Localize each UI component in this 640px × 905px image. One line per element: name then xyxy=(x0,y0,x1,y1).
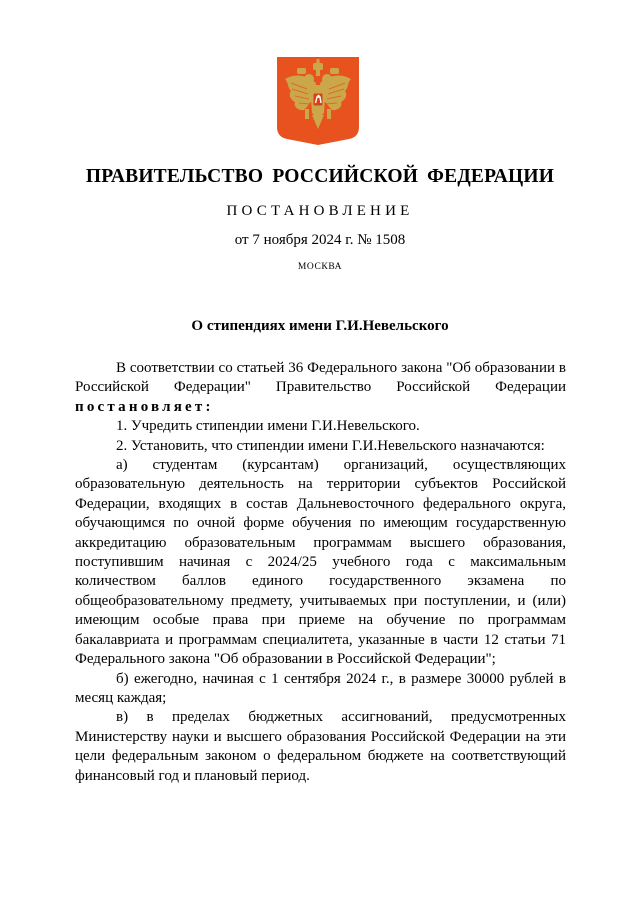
clause-2: 2. Установить, что стипендии имени Г.И.Невельского назначаются: xyxy=(116,437,545,454)
preamble-text: В соответствии со статьей 36 Федерального закона "Об образовании в Российской Федерации" Правительство Российской Федерации xyxy=(75,360,566,396)
clause-1: 1. Учредить стипендии имени Г.И.Невельского. xyxy=(116,418,420,435)
clause-2a: а) студентам (курсантам) организаций, осуществляющих образовательную деятельность на территории субъектов Российской Федерации, входящих в состав Дальневосточного федерального округа, обучающимся по очной форме обучения по имеющим государственную аккредитацию образовательным программам высшего образования, поступившим начиная с 2024/25 учебного года с максимальным количеством баллов единого государственного экзамена по общеобразовательному предмету, учитываемых при поступлении, и (или) имеющим особые права при приеме на обучение по программам бакалавриата и программам специалитета, указанные в части 12 статьи 71 Федерального закона "Об образовании в Российской Федерации"; xyxy=(75,457,566,668)
document-date-number: от 7 ноября 2024 г. № 1508 xyxy=(234,232,406,248)
decrees-word: постановляет: xyxy=(75,398,214,415)
preamble-paragraph xyxy=(75,359,566,417)
government-title: ПРАВИТЕЛЬСТВО РОССИЙСКОЙ ФЕДЕРАЦИИ xyxy=(85,166,555,187)
document-subject: О стипендиях имени Г.И.Невельского xyxy=(191,318,449,334)
document-body xyxy=(75,359,566,786)
document-type: ПОСТАНОВЛЕНИЕ xyxy=(226,203,414,219)
clause-2b: б) ежегодно, начиная с 1 сентября 2024 г., в размере 30000 рублей в месяц каждая; xyxy=(75,670,566,706)
russian-coat-of-arms-icon xyxy=(277,57,359,145)
state-emblem xyxy=(277,57,359,145)
document-city: МОСКВА xyxy=(297,262,343,272)
clause-2c: в) в пределах бюджетных ассигнований, предусмотренных Министерству науки и высшего образования Российской Федерации на эти цели федеральным законом о федеральном бюджете на соответствующий финансовый год и плановый период. xyxy=(75,709,566,784)
